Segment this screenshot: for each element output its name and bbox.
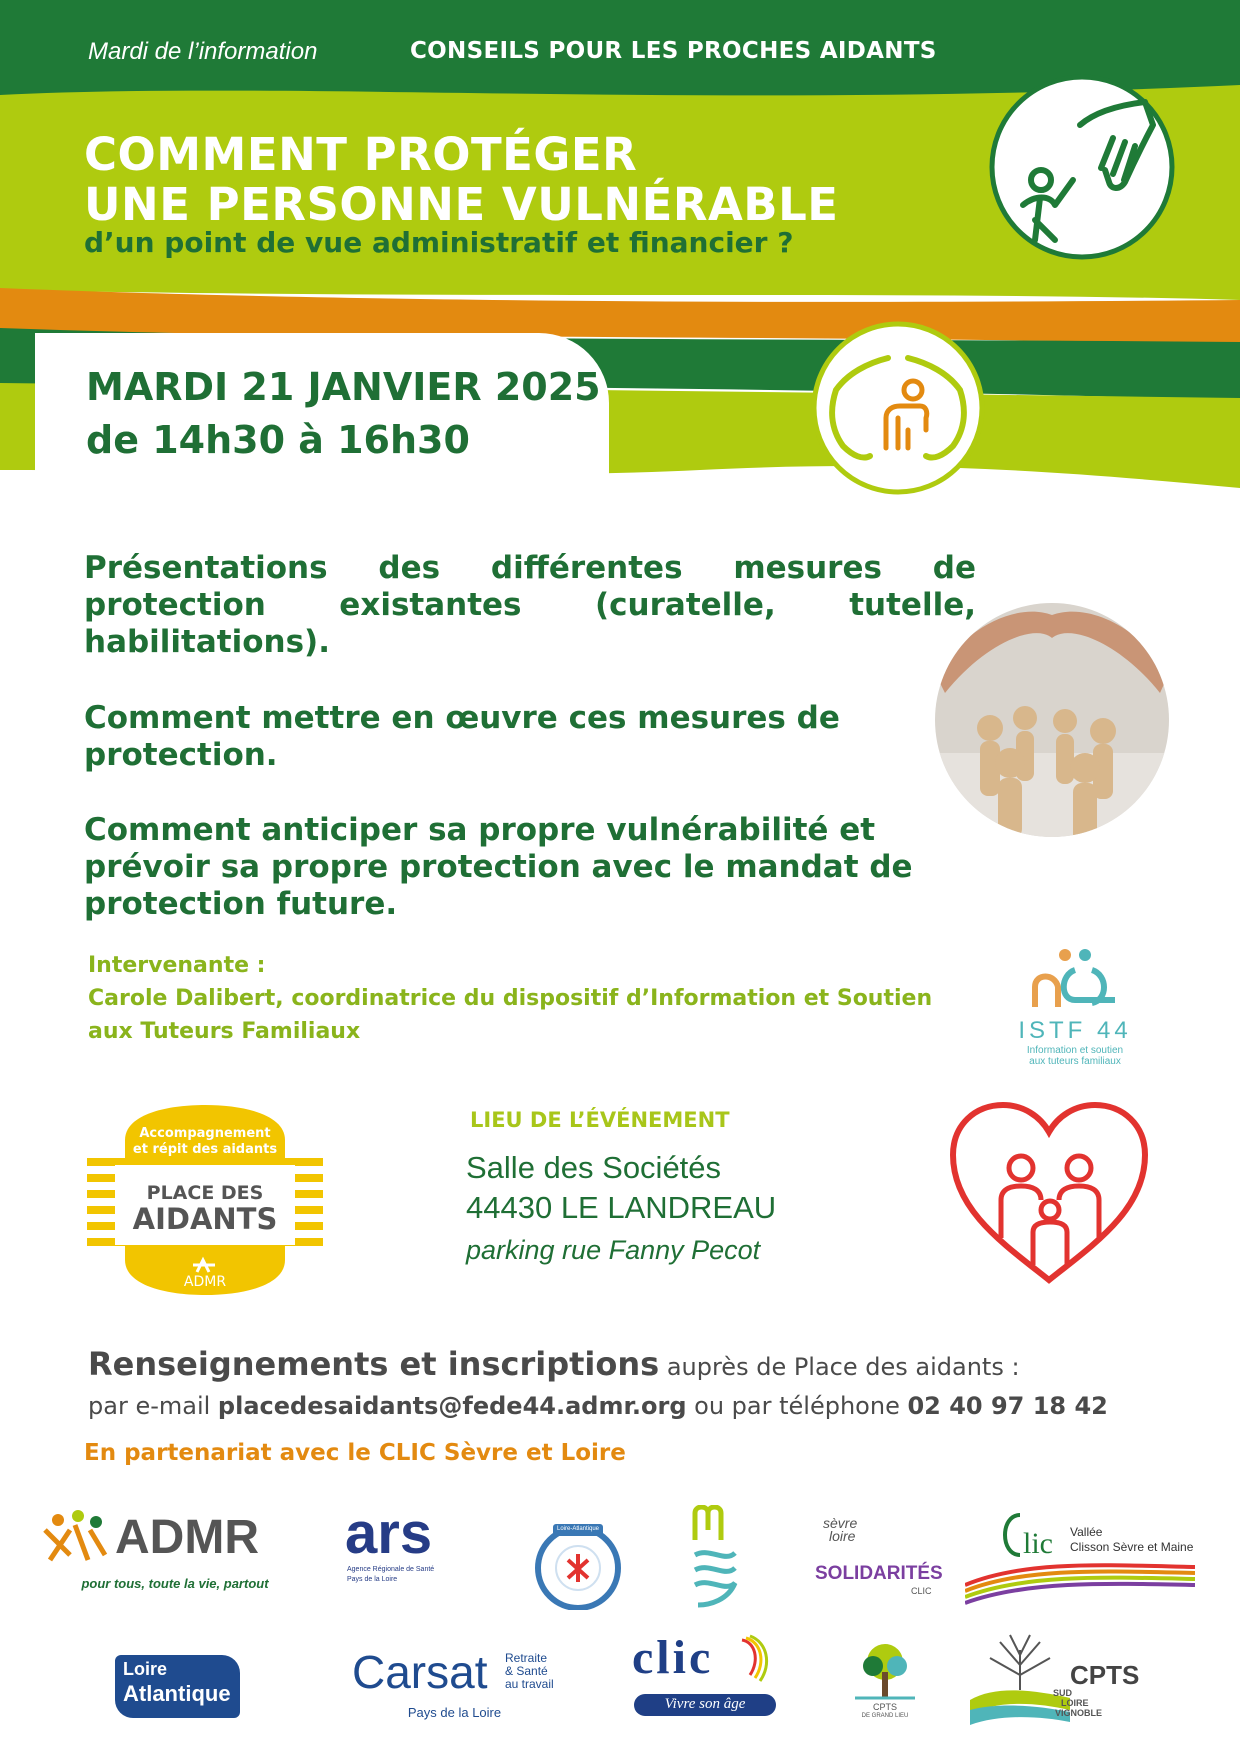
solidarites-sub: CLIC: [911, 1586, 932, 1596]
istf44-emblem-icon: [1000, 945, 1150, 1015]
contact-title-rest: auprès de Place des aidants :: [659, 1353, 1020, 1381]
badge-top-line1: Accompagnement: [139, 1126, 271, 1141]
clic-vallee-emblem-icon: [965, 1505, 1195, 1605]
badge-top-line2: et répit des aidants: [132, 1142, 278, 1157]
conference-financeurs-logo: [533, 1520, 623, 1610]
cpts-gl-line2: DE GRAND LIEU: [861, 1713, 909, 1719]
speaker-line1: Carole Dalibert, coordinatrice du dispositif d’Information et Soutien: [88, 986, 933, 1011]
content-paragraph-3: Comment anticiper sa propre vulnérabilité et prévoir sa propre protection avec le mandat de protection future.: [84, 812, 913, 922]
carsat-travail: au travail: [505, 1677, 554, 1691]
clic-vallee-line2: Clisson Sèvre et Maine: [1070, 1540, 1194, 1554]
cpts-grand-lieu-logo: [845, 1640, 925, 1730]
ars-logo: [345, 1501, 475, 1600]
venue-line1: Salle des Sociétés: [466, 1150, 722, 1185]
carsat-logo: [352, 1645, 562, 1725]
admr-name: ADMR: [115, 1511, 259, 1564]
speaker-line2: aux Tuteurs Familiaux: [88, 1019, 361, 1044]
family-heart-icon: [945, 1100, 1153, 1290]
solidarites-text: SOLIDARITÉS: [815, 1563, 943, 1584]
clic-vallee-clisson-logo: [965, 1505, 1195, 1605]
clic-vivre-son-age-logo: [630, 1630, 780, 1730]
sevre-text: sèvre: [823, 1515, 858, 1531]
clic-name: clic: [632, 1631, 714, 1684]
cpts-gl-line1: CPTS: [872, 1702, 897, 1712]
carsat-retraite: Retraite: [505, 1651, 548, 1665]
cpts-sub1: SUD: [1053, 1688, 1073, 1698]
event-time: de 14h30 à 16h30: [86, 418, 470, 462]
contact-title: Renseignements et inscriptions: [88, 1345, 660, 1383]
istf44-name: ISTF 44: [1018, 1017, 1132, 1044]
venue-line2: 44430 LE LANDREAU: [466, 1190, 777, 1225]
venue-label: LIEU DE L’ÉVÉNEMENT: [470, 1108, 730, 1132]
contact-details: [88, 1392, 1108, 1420]
sevre-loire-solidarites-logo: [815, 1515, 943, 1610]
main-subtitle: d’un point de vue administratif et financier ?: [84, 226, 794, 259]
event-date: MARDI 21 JANVIER 2025: [86, 365, 601, 409]
istf44-tagline2: aux tuteurs familiaux: [1029, 1056, 1121, 1067]
cpts-name: CPTS: [1070, 1660, 1140, 1690]
loire-atlantique-logo: [115, 1655, 240, 1718]
admr-logo: [40, 1510, 290, 1600]
ms-logo: [690, 1505, 740, 1615]
admr-tagline: pour tous, toute la vie, partout: [81, 1576, 269, 1591]
loire-text: loire: [829, 1528, 856, 1544]
header-title: CONSEILS POUR LES PROCHES AIDANTS: [410, 38, 937, 64]
ars-sub1: Agence Régionale de Santé: [347, 1566, 435, 1573]
carsat-sante: & Santé: [505, 1664, 548, 1678]
partnership-text: En partenariat avec le CLIC Sèvre et Loire: [84, 1440, 626, 1466]
protection-photo: [935, 603, 1169, 837]
speaker-label: Intervenante :: [88, 953, 266, 978]
cpts-sub2: LOIRE: [1061, 1698, 1089, 1708]
contact-email-link[interactable]: placedesaidants@fede44.admr.org: [217, 1392, 687, 1420]
main-title: [84, 130, 839, 230]
phone-prefix: ou par téléphone: [686, 1392, 908, 1420]
main-title-line2: UNE PERSONNE VULNÉRABLE: [84, 178, 839, 231]
istf44-logo: [1000, 945, 1150, 1070]
contact-heading: [88, 1345, 1020, 1383]
loire-atlantique-line1: Loire: [123, 1659, 168, 1679]
badge-mid-line1: PLACE DES: [146, 1182, 264, 1204]
venue-line3: parking rue Fanny Pecot: [466, 1235, 761, 1265]
protection-hands-icon: [808, 318, 988, 498]
svg-text:lic: lic: [1023, 1527, 1053, 1560]
ars-sub2: Pays de la Loire: [347, 1576, 398, 1583]
contact-phone[interactable]: 02 40 97 18 42: [907, 1392, 1108, 1420]
loire-atlantique-line2: Atlantique: [123, 1681, 231, 1706]
content-paragraph-2: Comment mettre en œuvre ces mesures de protection.: [84, 700, 840, 773]
admr-people-icon: [40, 1510, 110, 1565]
clic-tagline: Vivre son âge: [664, 1696, 746, 1712]
carsat-sub: Pays de la Loire: [407, 1705, 502, 1720]
cpts-sud-loire-vignoble-logo: [965, 1630, 1155, 1725]
helping-hand-icon: [985, 70, 1180, 265]
istf44-tagline1: Information et soutien: [1026, 1045, 1124, 1056]
conference-top: Loire-Atlantique: [556, 1526, 600, 1532]
badge-mid-line2: AIDANTS: [132, 1202, 278, 1236]
main-title-line1: COMMENT PROTÉGER: [84, 128, 638, 181]
header-kicker: Mardi de l’information: [88, 38, 318, 65]
ars-name: ars: [345, 1501, 433, 1566]
carsat-name: Carsat: [352, 1646, 488, 1698]
tree-icon: [845, 1640, 925, 1702]
email-prefix: par e-mail: [88, 1392, 218, 1420]
clic-vallee-line1: Vallée: [1070, 1525, 1103, 1539]
badge-bottom: ADMR: [183, 1274, 227, 1290]
cpts-sub3: VIGNOBLE: [1055, 1708, 1103, 1718]
content-paragraph-1: Présentations des différentes mesures de protection existantes (curatelle, tutelle, habilitations).: [84, 550, 976, 660]
